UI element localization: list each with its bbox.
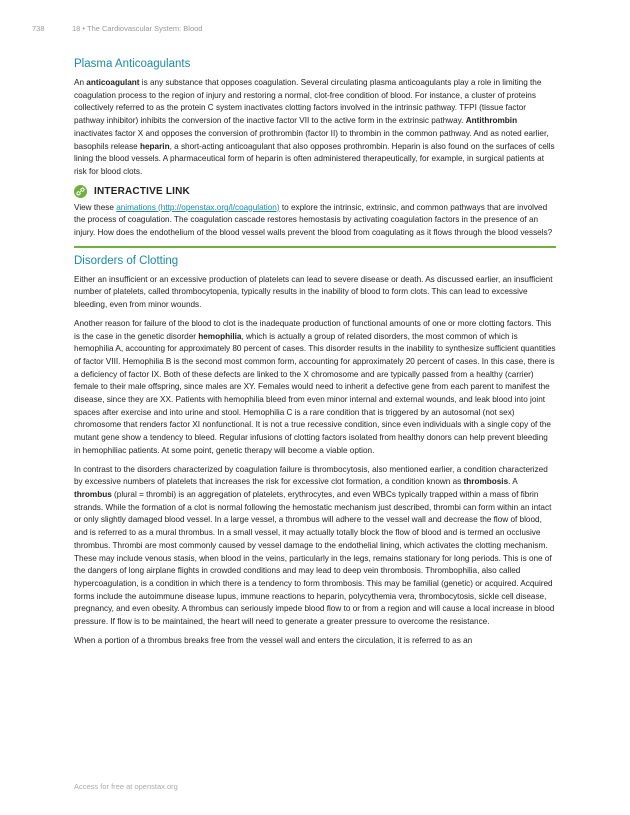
text-span: (plural = thrombi) is an aggregation of platelets, erythrocytes, and even WBCs typically trapped within a mass of fibrin strands. While the formation of a clot is normal following the hemostatic mechanism just described, thrombi can form within an intact or only slightly damaged blood vessel. In a large vessel, a thrombus will adhere to the vessel wall and decrease the flow of blood, and is referred to as a mural thrombus. In a small vessel, it may actually totally block the flow of blood and is termed an occlusive thrombus. Thrombi are most commonly caused by vessel damage to the endothelial lining, which activates the clotting mechanism. These may include venous stasis, when blood in the veins, particularly in the legs, remains stationary for long periods. This is one of the dangers of long airplane flights in crowded conditions and may lead to deep vein thrombosis. Thrombophilia, also called hypercoagulation, is a condition in which there is a tendency to form thrombosis. This may be familial (genetic) or acquired. Acquired forms include the autoimmune disease lupus, immune reactions to heparin, polycythemia vera, thrombocytosis, sickle cell disease, pregnancy, and even obesity. A thrombus can seriously impede blood flow to or from a region and will cause a local increase in blood pressure. If flow is to be maintained, the heart will need to generate a greater pressure to overcome the resistance. xyxy=(74,489,555,627)
text-span: is any substance that opposes coagulation. Several circulating plasma anticoagulants play a role in limiting the coagulation process to the region of injury and restoring a normal, clot-free condition of blood. For instance, a cluster of proteins collectively referred to as the protein C system inactivates clotting factors involved in the intrinsic pathway. TFPI (tissue factor pathway inhibitor) inhibits the conversion of the inactive factor VII to the active form in the extrinsic pathway. xyxy=(74,78,542,126)
text-span: View these xyxy=(74,202,117,212)
text-span: , a short-acting anticoagulant that also opposes prothrombin. Heparin is also found on the surfaces of cells lining the blood vessels. A pharmaceutical form of heparin is often administered therapeutically, for example, in surgical patients at risk for blood clots. xyxy=(74,141,555,176)
paragraph xyxy=(74,77,556,179)
link-icon xyxy=(74,185,87,198)
paragraph xyxy=(74,464,556,629)
term-heparin: heparin xyxy=(140,141,170,151)
text-span: to explore the intrinsic, extrinsic, and common pathways that are involved the process of coagulation. The coagulation cascade restores hemostasis by activating coagulation factors in the presence of an injury. How does the endothelium of the blood vessel walls prevent the blood from coagulating as it flows through the blood vessels? xyxy=(74,202,553,238)
section-heading-disorders-of-clotting: Disorders of Clotting xyxy=(74,254,179,267)
section-divider xyxy=(74,246,556,248)
text-span: . A xyxy=(508,477,518,487)
page-number: 738 xyxy=(32,24,45,33)
interactive-link-header xyxy=(74,185,556,198)
term-thrombus: thrombus xyxy=(74,489,112,499)
interactive-link-title: INTERACTIVE LINK xyxy=(94,185,190,197)
text-span: inactivates factor X and opposes the conversion of prothrombin (factor II) to thrombin in the common pathway. And as noted earlier, basophils release xyxy=(74,128,549,151)
text-span: Another reason for failure of the blood to clot is the inadequate production of functional amounts of one or more clotting factors. This is the case in the genetic disorder xyxy=(74,318,552,341)
term-hemophilia: hemophilia xyxy=(198,331,242,341)
text-span: , which is actually a group of related disorders, the most common of which is hemophilia A, accounting for approximately 80 percent of cases. This disorder results in the inability to synthesize sufficient quantities of factor VIII. Hemophilia B is the second most common form, accounting for approximately 20 percent of cases. In this case, there is a deficiency of factor IX. Both of these defects are linked to the X chromosome and are typically passed from a healthy (carrier) female to their male offspring, since males are XY. Females would need to inherit a defective gene from each parent to manifest the disease, since they are XX. Patients with hemophilia bleed from even minor internal and external wounds, and leak blood into joint spaces after exercise and into urine and stool. Hemophilia C is a rare condition that is triggered by an autosomal (not sex) chromosome that renders factor XI nonfunctional. It is not a true recessive condition, since even individuals with a single copy of the mutant gene show a tendency to bleed. Regular infusions of clotting factors isolated from healthy donors can help prevent bleeding in hemophiliac patients. At some point, genetic therapy will become a viable option. xyxy=(74,331,556,455)
interactive-link-text xyxy=(74,202,556,240)
page-header xyxy=(32,24,202,33)
paragraph: Either an insufficient or an excessive production of platelets can lead to severe disease or death. As discussed earlier, an insufficient number of platelets, called thrombocytopenia, typically results in the inability of blood to form clots. This can lead to excessive bleeding, even from minor wounds. xyxy=(74,274,553,310)
text-span: An xyxy=(74,78,87,87)
chapter-title: 18 • The Cardiovascular System: Blood xyxy=(72,24,203,33)
term-thrombosis: thrombosis xyxy=(463,477,509,487)
paragraph: When a portion of a thrombus breaks free from the vessel wall and enters the circulation, it is referred to as an xyxy=(74,635,473,645)
page-content xyxy=(74,58,556,653)
term-anticoagulant: anticoagulant xyxy=(86,78,140,87)
text-span: In contrast to the disorders characterized by coagulation failure is thrombocytosis, also mentioned earlier, a condition characterized by excessive numbers of platelets that increases the risk for excessive clot formation, a condition known as xyxy=(74,464,548,487)
paragraph xyxy=(74,318,556,458)
page-footer: Access for free at openstax.org xyxy=(74,782,178,791)
animations-link[interactable]: animations (http://openstax.org/l/coagulation) xyxy=(116,202,280,212)
section-heading-plasma-anticoagulants: Plasma Anticoagulants xyxy=(74,58,191,70)
term-antithrombin: Antithrombin xyxy=(465,116,518,126)
